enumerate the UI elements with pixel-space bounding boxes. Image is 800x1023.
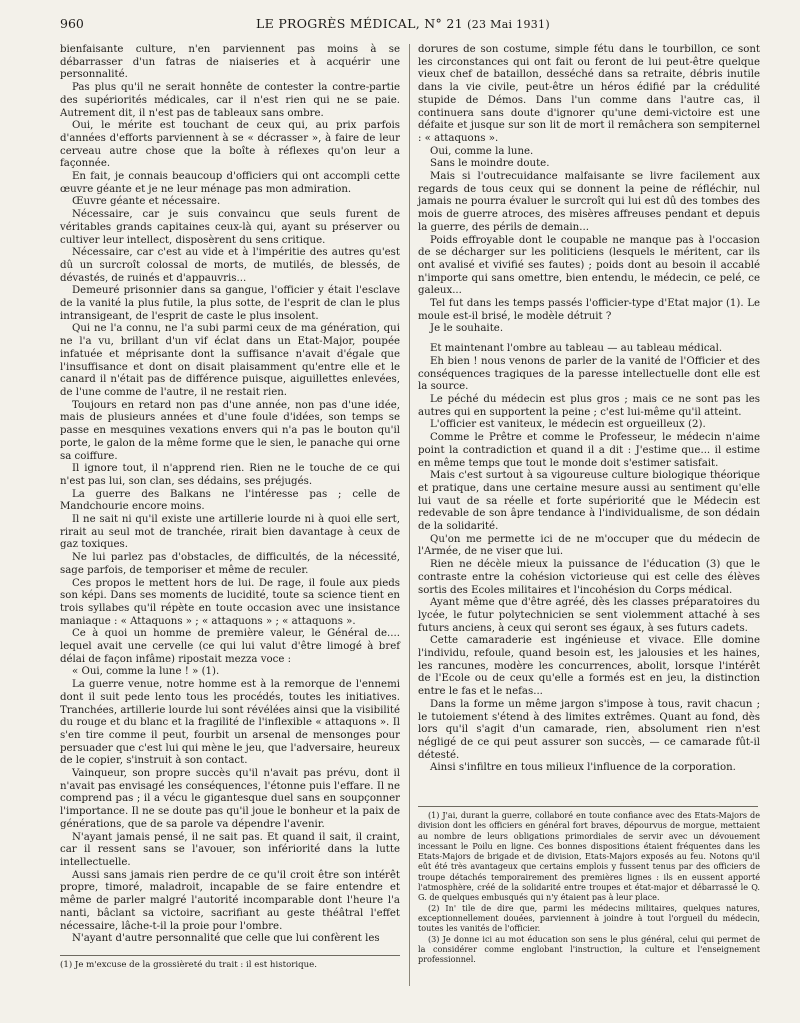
paragraph: Nécessaire, car je suis convaincu que seuls furent de véritables grands capitaines ceux-là qui, ayant su préserver ou cultiver leur intellect, disposèrent du sens critique.	[60, 209, 400, 246]
paragraph: Aussi sans jamais rien perdre de ce qu'il croit être son intérêt propre, timoré, maladroit, incapable de se faire entendre et même de parler malgré l'autorité incomparable dont l'heure l'a nanti, bâclant sa victoire, sacrifiant au geste théâtral l'effet nécessaire, lâche-t-il la proie pour l'ombre.	[60, 869, 400, 932]
paragraph: Oui, comme la lune.	[430, 145, 534, 157]
paragraph: Qu'on me permette ici de ne m'occuper que du médecin de l'Armée, de ne viser que lui.	[418, 533, 760, 558]
paragraph: Je le souhaite.	[430, 323, 504, 335]
paragraph: N'ayant d'autre personnalité que celle que lui confèrent les	[72, 933, 380, 945]
paragraph: La guerre des Balkans ne l'intéresse pas ; celle de Mandchourie encore moins.	[60, 488, 400, 513]
issue-date: (23 Mai 1931)	[467, 18, 550, 31]
paragraph: La guerre venue, notre homme est à la remorque de l'ennemi dont il suit pede lento tous les procédés, toutes les initiatives. Tranchées, artillerie lourde lui sont révélées ainsi que la visibilité du rouge et du blanc et la fragilité de l'inflexible « attaquons ». Il s'en tire comme il peut, fourbit un arsenal de mensonges pour persuader que c'est lui qui mène le jeu, que l'adversaire, heureux de le copier, s'instruit à son contact.	[60, 679, 400, 767]
paragraph: Cette camaraderie est ingénieuse et vivace. Elle domine l'individu, refoule, quand besoin est, les jalousies et les haines, les rancunes, modère les concurrences, abolit, lorsque l'intérêt de l'Ecole ou de ceux qu'elle a formés est en jeu, la distinction entre le fas et le nefas...	[418, 635, 760, 698]
paragraph: Œuvre géante et nécessaire.	[72, 196, 221, 208]
paragraph: Le péché du médecin est plus gros ; mais ce ne sont pas les autres qui en supportent la peine ; c'est lui-même qu'il atteint.	[418, 393, 760, 418]
paragraph: Dans la forme un même jargon s'impose à tous, ravit chacun ; le tutoiement s'étend à des limites extrêmes. Quant au fond, dès lors qu'il s'agit d'un camarade, rien, absolument rien n'est négligé de ce qui peut assurer son succès, — ce camarade fût-il détesté.	[418, 698, 760, 761]
paragraph: Oui, le mérite est touchant de ceux qui, au prix parfois d'années d'efforts parviennent à se « décrasser », à faire de leur cerveau autre chose que la boîte à réflexes qu'on leur a façonnée.	[60, 120, 400, 170]
paragraph: « Oui, comme la lune ! » (1).	[72, 666, 220, 678]
paragraph: En fait, je connais beaucoup d'officiers qui ont accompli cette œuvre géante et je ne leur ménage pas mon admiration.	[60, 171, 400, 195]
footnote-rule	[60, 955, 400, 956]
paragraph: Toujours en retard non pas d'une année, non pas d'une idée, mais de plusieurs années et d'une foule d'idées, son temps se passe en mesquines vexations envers qui n'a pas le bouton qu'il porte, le galon de la même forme que le sien, le panache qui orne sa coiffure.	[60, 399, 401, 462]
paragraph: Ainsi s'infiltre en tous milieux l'influence de la corporation.	[430, 762, 736, 774]
paragraph: Qui ne l'a connu, ne l'a subi parmi ceux de ma génération, qui ne l'a vu, brillant d'un vif éclat dans un Etat-Major, poupée infatuée et méprisante dont la suffisance n'avait d'égale que l'insuffisance et dont on disait plaisamment qu'entre elle et le canard il n'était pas de différence puisque, aiguillettes enlevées, de l'une comme de l'autre, il ne restait rien.	[60, 323, 400, 398]
paragraph: Ce à quoi un homme de première valeur, le Général de.... lequel avait une cervelle (ce qui lui valut d'être limogé à bref délai de façon infâme) ripostait mezza voce :	[60, 628, 400, 665]
column-divider	[409, 44, 410, 986]
paragraph: bienfaisante culture, n'en parviennent pas moins à se débarrasser d'un fatras de niaiseries et à acquérir une personnalité.	[60, 44, 400, 81]
paragraph: Pas plus qu'il ne serait honnête de contester la contre-partie des supériorités médicales, car il n'est rien qui ne se paie. Autrement dit, il n'est pas de tableaux sans ombre.	[60, 82, 400, 119]
paragraph: Sans le moindre doute.	[430, 158, 550, 170]
paragraph: Ces propos le mettent hors de lui. De rage, il foule aux pieds son képi. Dans ses moments de lucidité, toute sa science tient en trois syllabes qu'il répète en toute occasion avec une insistance maniaque : « Attaquons » ; « attaquons » ; « attaquons ».	[60, 577, 400, 627]
journal-title	[60, 14, 746, 35]
footnotes	[418, 810, 760, 964]
paragraph: Il ne sait ni qu'il existe une artillerie lourde ni à quoi elle sert, rirait au seul mot de tranchée, rirait bien davantage à ceux de gaz toxiques.	[60, 514, 400, 551]
paragraph: Mais c'est surtout à sa vigoureuse culture biologique théorique et pratique, dans une certaine mesure aussi au sentiment qu'elle lui vaut de sa réelle et forte supériorité que le Médecin est redevable de son âpre tendance à l'individualisme, de son dédain de la solidarité.	[418, 470, 760, 533]
paragraph: L'officier est vaniteux, le médecin est orgueilleux (2).	[430, 419, 706, 431]
footnote-rule	[418, 806, 758, 807]
paragraph: Eh bien ! nous venons de parler de la vanité de l'Officier et des conséquences tragiques de la paresse intellectuelle dont elle est la source.	[418, 355, 760, 393]
paragraph: Poids effroyable dont le coupable ne manque pas à l'occasion de se décharger sur les politiciens (lesquels le méritent, car ils ont avalisé et vivifié ses fautes) ; poids dont au besoin il accablé n'importe qui sans omettre, bien entendu, le médecin, ce pelé, ce galeux...	[418, 234, 760, 297]
journal-name: LE PROGRÈS MÉDICAL, N° 21	[256, 16, 463, 31]
footnote: (3) Je donne ici au mot éducation son sens le plus général, celui qui permet de la considérer comme englobant l'instruction, la culture et l'enseignement professionnel.	[418, 933, 760, 965]
right-column	[418, 44, 760, 775]
paragraph: Ayant même que d'être agréé, dès les classes préparatoires du lycée, le futur polytechnicien se sent violemment attaché à ses futurs anciens, à ceux qui seront ses égaux, à ses futurs cadets.	[418, 597, 760, 634]
paragraph: Tel fut dans les temps passés l'officier-type d'Etat major (1). Le moule est-il brisé, le modèle détruit ?	[418, 298, 760, 322]
page-number: 960	[60, 16, 84, 31]
left-column	[60, 44, 400, 946]
paragraph: Comme le Prêtre et comme le Professeur, le médecin n'aime point la contradiction et quand il a dit : J'estime que... il estime en même temps que tout le monde doit s'estimer satisfait.	[418, 432, 760, 469]
paragraph: Ne lui parlez pas d'obstacles, de difficultés, de la nécessité, sage parfois, de temporiser et même de reculer.	[60, 552, 400, 576]
paragraph: dorures de son costume, simple fétu dans le tourbillon, ce sont les circonstances qui ont fait ou feront de lui peut-être quelque vieux chef de bataillon, desséché dans sa retraite, débris inutile dans la vie civile, peut-être un héros édifié par la crédulité stupide de Démos. Dans l'un comme dans l'autre cas, il continuera sans doute d'ignorer qu'une demi-victoire est une défaite et jusque sur son lit de mort il remâchera son sempiternel : « attaquons ».	[418, 44, 760, 144]
paragraph: Demeuré prisonnier dans sa gangue, l'officier y était l'esclave de la vanité la plus futile, la plus sotte, de l'esprit de clan le plus intransigeant, de l'esprit de caste le plus insolent.	[60, 285, 400, 322]
paragraph: Rien ne décèle mieux la puissance de l'éducation (3) que le contraste entre la cohésion victorieuse qui est celle des élèves sortis des Ecoles militaires et l'incohésion du Corps médical.	[418, 559, 760, 596]
paragraph: Nécessaire, car c'est au vide et à l'impéritie des autres qu'est dû un surcroît colossal de morts, de mutilés, de blessés, de dévastés, de ruinés et d'appauvris...	[60, 247, 400, 284]
page-header	[60, 14, 746, 34]
paragraph: Il ignore tout, il n'apprend rien. Rien ne le touche de ce qui n'est pas lui, son clan, ses dédains, ses préjugés.	[60, 463, 400, 487]
paragraph: Et maintenant l'ombre au tableau — au tableau médical.	[430, 343, 723, 355]
paragraph: Mais si l'outrecuidance malfaisante se livre facilement aux regards de tous ceux qui se donnent la peine de réfléchir, nul jamais ne pourra évaluer le surcroît qui lui est dû des tombes des mois de guerre atroces, des misères affreuses pendant et depuis la guerre, des périls de demain...	[418, 171, 760, 233]
footnote: (1) J'ai, durant la guerre, collaboré en toute confiance avec des Etats-Majors de division dont les officiers en général fort braves, dépourvus de morgue, mettaient au nombre de leurs obligations primordiales de servir avec un dévouement incessant le Poilu en ligne. Ces bonnes dispositions étaient fréquentes dans les Etats-Majors de brigade et de division, Etats-Majors exposés au feu. Notons qu'il eût été très avantageux que certains emplois y fussent tenus par des officiers de troupe détachés temporairement des premières lignes : ils en eussent apporté l'atmosphère, créé de la solidarité entre troupes et état-major et débarrassé le Q. G. de quelques embusqués qui n'y étaient pas à leur place.	[418, 810, 760, 903]
paragraph: N'ayant jamais pensé, il ne sait pas. Et quand il sait, il craint, car il ressent sans se l'avouer, son infériorité dans la lutte intellectuelle.	[60, 831, 400, 868]
footnote: (1) Je m'excuse de la grossièreté du trait : il est historique.	[60, 960, 317, 970]
paragraph: Vainqueur, son propre succès qu'il n'avait pas prévu, dont il n'avait pas envisagé les conséquences, l'étonne puis l'effare. Il ne comprend pas ; il a vécu le gigantesque duel sans en soupçonner l'importance. Il ne se doute pas qu'il joue le bonheur et la paix de générations, que de sa parole va dépendre l'avenir.	[60, 768, 400, 830]
footnote: (2) In' tile de dire que, parmi les médecins militaires, quelques natures, exceptionnellement douées, parviennent à joindre à tout l'orgueil du médecin, toutes les vanités de l'officier.	[418, 902, 760, 934]
